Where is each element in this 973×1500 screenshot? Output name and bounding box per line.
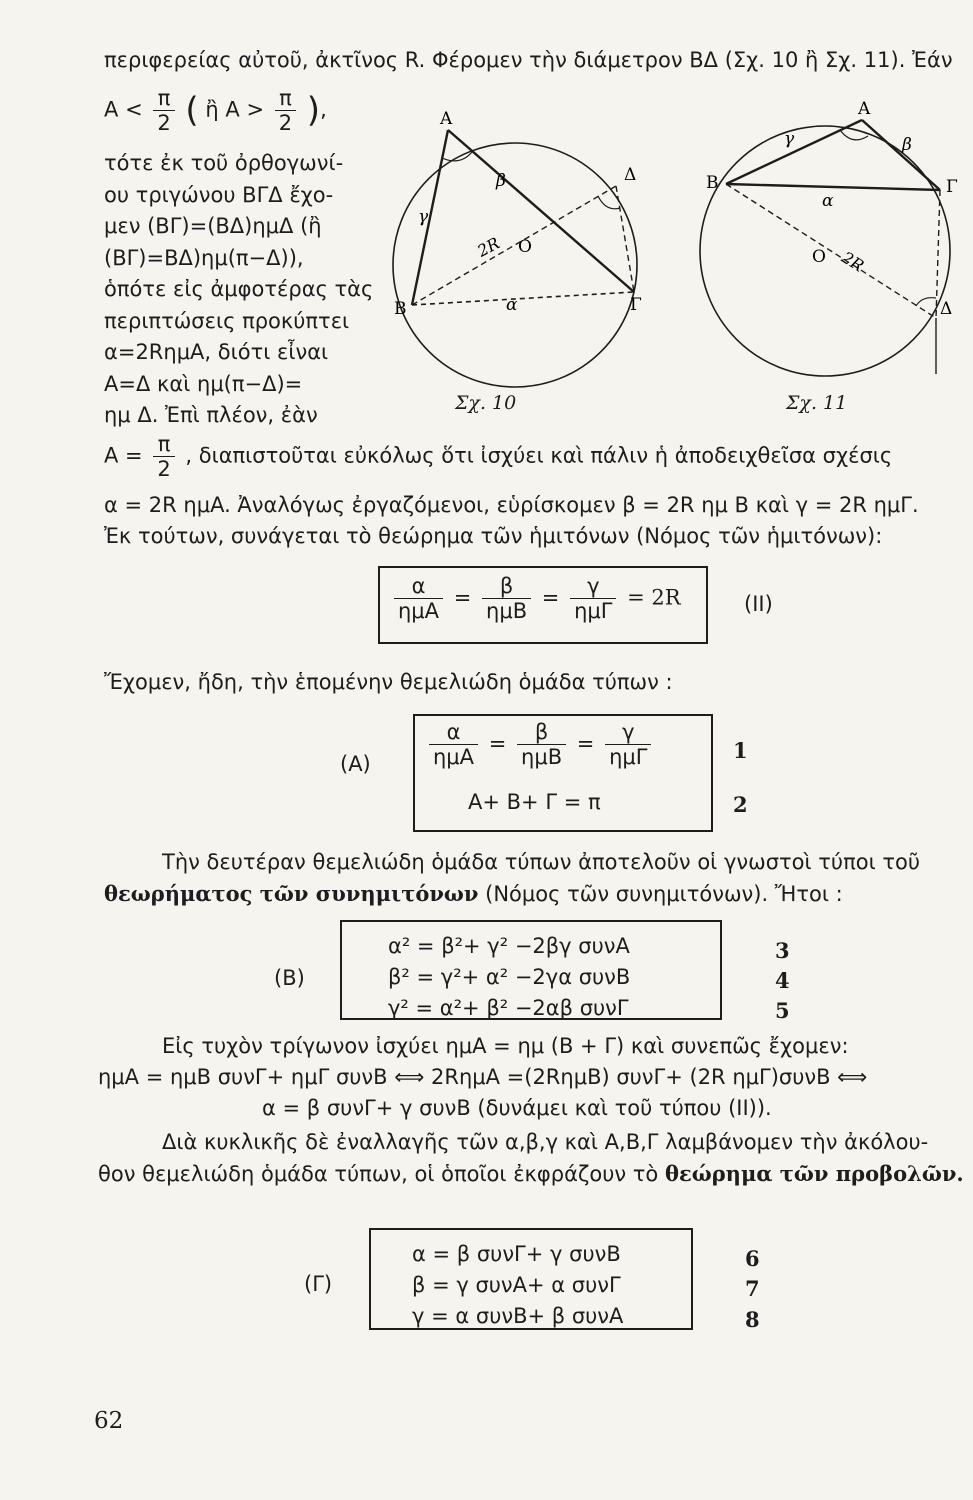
law-of-sines-formula: $\frac{\alpha}{\text{ημA}}$ = $\frac{\beta}{\text{ημB}}$ = $\frac{\gamma}{\text{ημΓ}}$ = 2R — [390, 574, 681, 623]
fraction-pi-over-2: $\frac{\pi}{2}$ — [275, 86, 296, 135]
equation-number-5: 5 — [775, 998, 790, 1023]
angle-D-arc — [916, 298, 936, 306]
figure-10-caption: Σχ. 10 — [455, 392, 517, 414]
page-number: 62 — [94, 1408, 124, 1434]
side-a — [726, 184, 940, 190]
left-line: μεν (ΒΓ)=(ΒΔ)ημΔ (ἢ — [104, 214, 322, 238]
projection-formula-g: γ = α συνB+ β συνA — [412, 1304, 624, 1328]
side-b-label: β — [902, 135, 912, 155]
equation-number-7: 7 — [745, 1276, 760, 1301]
side-a-label: α — [506, 295, 518, 315]
vertex-A-label: A — [440, 109, 453, 129]
side-a-label: α — [822, 191, 834, 211]
vertex-D-label: Δ — [940, 299, 953, 319]
text-derivation: ημA = ημB συνΓ+ ημΓ συνB ⟺ 2RημA =(2RημB) συνΓ+ (2R ημΓ)συνB ⟺ — [98, 1065, 868, 1089]
group-A-angle-sum: A+ B+ Γ = π — [468, 790, 601, 814]
figure-11 — [690, 86, 973, 386]
left-line: ου τριγώνου ΒΓΔ ἔχο- — [104, 182, 334, 207]
figure-11-caption: Σχ. 11 — [786, 392, 848, 414]
equation-number-6: 6 — [745, 1246, 760, 1271]
figure-10 — [380, 100, 670, 400]
condition-formula: A < $\frac{\pi}{2}$ ( ἢ A > $\frac{\pi}{2}$ ), — [104, 86, 327, 136]
fraction-pi-over-2: $\frac{\pi}{2}$ — [153, 86, 174, 135]
circumcircle — [393, 143, 637, 387]
projection-formula-a: α = β συνΓ+ γ συνB — [412, 1242, 621, 1266]
text-alpha-projection: α = β συνΓ+ γ συνB (δυνάμει καὶ τοῦ τύπου (II)). — [262, 1096, 772, 1120]
text-tyxon: Εἰς τυχὸν τρίγωνον ἰσχύει ημA = ημ (B + Γ) καὶ συνεπῶς ἔχομεν: — [162, 1034, 849, 1058]
left-line: ημ Δ. Ἐπὶ πλέον, ἐὰν — [104, 403, 318, 427]
side-c-label: γ — [418, 207, 429, 227]
left-line: (ΒΓ)=ΒΔ)ημ(π−Δ)), — [104, 245, 304, 270]
cosine-law-b: β² = γ²+ α² −2γα συνB — [388, 965, 631, 989]
side-a — [412, 292, 634, 305]
projection-formula-b: β = γ συνA+ α συνΓ — [412, 1273, 621, 1297]
vertex-B-label: B — [394, 299, 407, 319]
side-b — [862, 120, 940, 190]
text-cosine-paragraph-1: Τὴν δευτέραν θεμελιώδη ὁμάδα τύπων ἀποτελοῦν οἱ γνωστοὶ τύποι τοῦ — [162, 850, 920, 874]
left-line: τότε ἐκ τοῦ ὀρθογωνί- — [104, 151, 344, 175]
left-line: A=Δ καὶ ημ(π−Δ)= — [104, 371, 303, 396]
left-line: ὁπότε εἰς ἀμφοτέρας τὰς — [104, 277, 374, 301]
group-A-ratio-formula: $\frac{\alpha}{\text{ημA}}$ = $\frac{\beta}{\text{ημB}}$ = $\frac{\gamma}{\text{ημΓ}}$ — [425, 720, 655, 769]
equation-number-1: 1 — [733, 738, 748, 763]
text-line-ek: Ἐκ τούτων, συνάγεται τὸ θεώρημα τῶν ἡμιτόνων (Νόμος τῶν ἡμιτόνων): — [104, 524, 883, 548]
diameter-label: 2R — [838, 247, 868, 276]
cosine-law-g: γ² = α²+ β² −2αβ συνΓ — [388, 996, 629, 1020]
formula-label-II: (II) — [744, 592, 773, 616]
diameter-BD — [412, 186, 616, 305]
group-A-label: (A) — [340, 752, 371, 776]
text-cosine-paragraph-2: θεωρήματος τῶν συνημιτόνων (Νόμος τῶν συνημιτόνων). Ἤτοι : — [104, 881, 843, 906]
cosine-law-a: α² = β²+ γ² −2βγ συνA — [388, 934, 630, 958]
vertex-G-label: Γ — [946, 177, 958, 197]
vertex-G-label: Γ — [630, 295, 642, 315]
text-line-1: περιφερείας αὐτοῦ, ἀκτῖνος R. Φέρομεν τὴν διάμετρον ΒΔ (Σχ. 10 ἢ Σχ. 11). Ἐάν — [104, 48, 953, 72]
group-G-label: (Γ) — [304, 1272, 333, 1296]
text-projection-paragraph-1: Διὰ κυκλικῆς δὲ ἐναλλαγῆς τῶν α,β,γ καὶ A,B,Γ λαμβάνομεν τὴν ἀκόλου- — [162, 1130, 929, 1154]
equation-number-4: 4 — [775, 968, 790, 993]
center-O-label: O — [812, 247, 826, 267]
text-projection-paragraph-2: θον θεμελιώδη ὁμάδα τύπων, οἱ ὁποῖοι ἐκφράζουν τὸ θεώρημα τῶν προβολῶν. — [98, 1161, 964, 1186]
left-column-text — [104, 148, 373, 432]
text-line-exomen: Ἔχομεν, ἤδη, τὴν ἑπομένην θεμελιώδη ὁμάδα τύπων : — [104, 670, 673, 694]
text-line-alpha: α = 2R ημA. Ἀναλόγως ἐργαζόμενοι, εὑρίσκομεν β = 2R ημ Β καὶ γ = 2R ημΓ. — [104, 493, 919, 517]
diameter-label: 2R — [474, 233, 503, 261]
center-O-label: O — [518, 237, 532, 257]
vertex-B-label: B — [706, 173, 719, 193]
side-c-label: γ — [784, 129, 795, 149]
equation-number-2: 2 — [733, 792, 748, 817]
side-b-label: β — [496, 171, 506, 191]
vertex-D-label: Δ — [624, 165, 637, 185]
group-B-label: (B) — [274, 966, 305, 990]
vertex-A-label: A — [858, 99, 871, 119]
equation-number-3: 3 — [775, 938, 790, 963]
left-line: περιπτώσεις προκύπτει — [104, 308, 350, 333]
fraction-pi-over-2: $\frac{\pi}{2}$ — [153, 432, 174, 481]
left-line: α=2RημA, διότι εἶναι — [104, 340, 329, 364]
text-line-api: A = $\frac{\pi}{2}$ , διαπιστοῦται εὐκόλως ὅτι ἰσχύει καὶ πάλιν ἡ ἀποδειχθεῖσα σχέσις — [104, 432, 893, 482]
equation-number-8: 8 — [745, 1307, 760, 1332]
